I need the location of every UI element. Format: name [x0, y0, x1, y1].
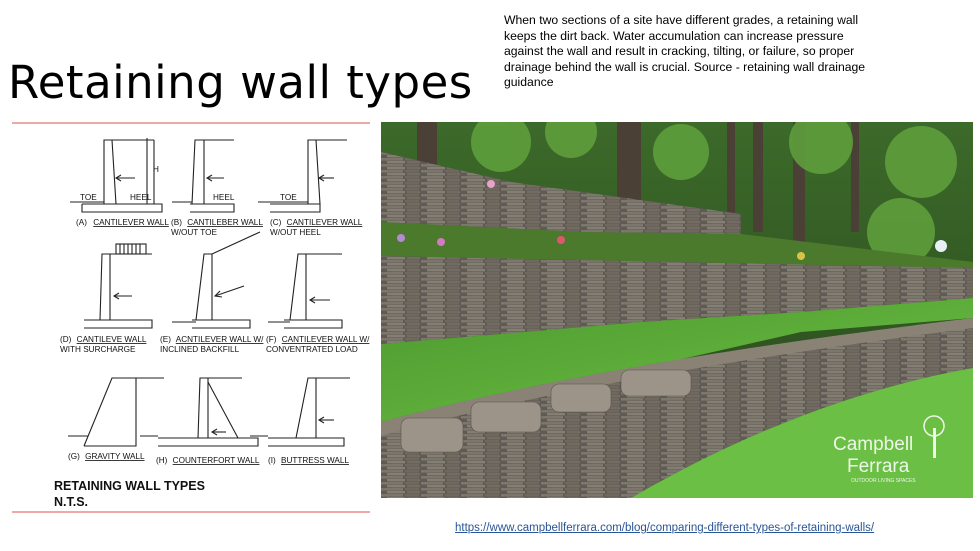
caption-b: (B) CANTILEBER WALL	[171, 218, 263, 227]
caption-i: (I) BUTTRESS WALL	[268, 456, 349, 465]
caption-e-line2: INCLINED BACKFILL	[160, 345, 240, 354]
caption-e: (E) ACNTILEVER WALL W/	[160, 335, 264, 344]
caption-b-line2: W/OUT TOE	[171, 228, 217, 237]
heel-label: HEEL	[130, 193, 152, 202]
slide-title: Retaining wall types	[8, 56, 473, 109]
caption-a: (A) CANTILEVER WALL	[76, 218, 169, 227]
heel-label-b: HEEL	[213, 193, 235, 202]
height-label: H	[153, 165, 159, 174]
wall-i-drawing	[250, 378, 350, 446]
slide-description: When two sections of a site have different grades, a retaining wall keeps the dirt back. Water accumulation can increase pressure against the wall and result in cracking, tilting, or failure, so proper drainage behind the wall is crucial. Source - retaining wall drainage guidance	[504, 13, 866, 89]
diagram-footer-title: RETAINING WALL TYPES	[54, 479, 205, 493]
wall-h-drawing	[140, 378, 258, 446]
caption-c-line2: W/OUT HEEL	[270, 228, 321, 237]
wall-d-drawing	[84, 244, 152, 328]
caption-h: (H) COUNTERFORT WALL	[156, 456, 260, 465]
toe-label: TOE	[80, 193, 97, 202]
wall-f-drawing	[268, 254, 342, 328]
caption-d: (D) CANTILEVE WALL	[60, 335, 147, 344]
svg-text:Ferrara: Ferrara	[847, 456, 910, 477]
retaining-wall-diagram	[12, 120, 370, 518]
svg-text:Campbell: Campbell	[833, 434, 914, 455]
caption-f-line2: CONVENTRATED LOAD	[266, 345, 358, 354]
caption-d-line2: WITH SURCHARGE	[60, 345, 136, 354]
toe-label-c: TOE	[280, 193, 297, 202]
caption-g: (G) GRAVITY WALL	[68, 452, 145, 461]
wall-c-drawing	[258, 140, 347, 212]
diagram-footer-subtitle: N.T.S.	[54, 495, 89, 509]
retaining-wall-photo	[381, 122, 973, 498]
source-link[interactable]: https://www.campbellferrara.com/blog/comparing-different-types-of-retaining-walls/	[455, 522, 875, 534]
wall-e-drawing	[172, 232, 260, 328]
caption-c: (C) CANTILEVER WALL	[270, 218, 363, 227]
caption-f: (F) CANTILEVER WALL W/	[266, 335, 370, 344]
svg-text:OUTDOOR LIVING SPACES: OUTDOOR LIVING SPACES	[851, 478, 916, 484]
